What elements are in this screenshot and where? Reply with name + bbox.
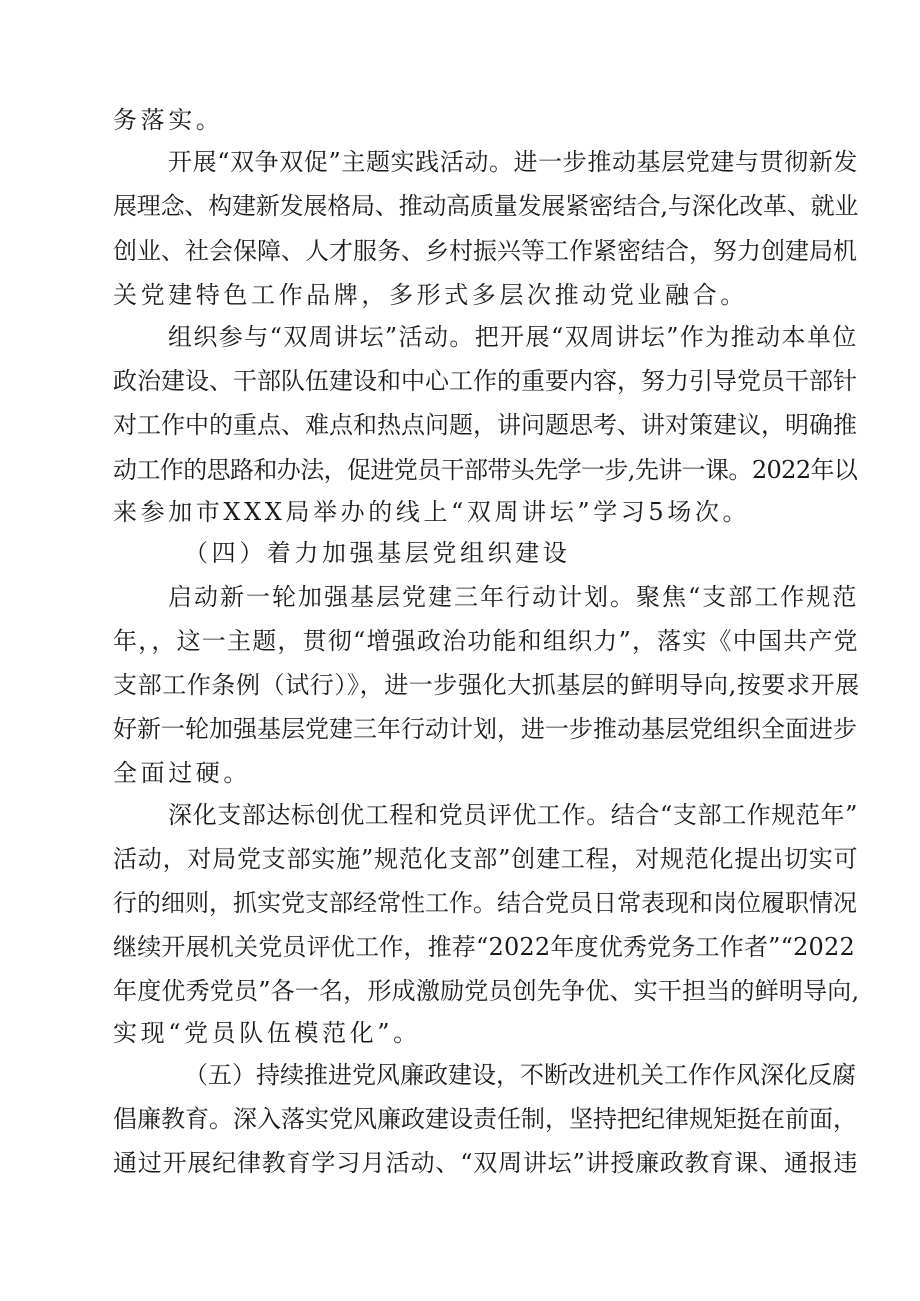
text-line: 倡廉教育。深入落实党风廉政建设责任制，坚持把纪律规矩挺在前面， [113,1105,857,1133]
section-heading: （五）持续推进党风廉政建设，不断改进机关工作作风深化反腐 [184,1061,856,1089]
text-line: 活动，对局党支部实施”规范化支部”创建工程，对规范化提出切实可 [113,845,859,873]
section-heading: （四）着力加强基层党组织建设 [184,539,571,567]
text-line: 年度优秀党员”各一名，形成激励党员创先争优、实干担当的鲜明导向, [113,977,860,1005]
text-line: 政治建设、干部队伍建设和中心工作的重要内容，努力引导党员干部针 [113,367,857,395]
text-line: 对工作中的重点、难点和热点问题，讲问题思考、讲对策建议，明确推 [113,411,857,439]
text-line: 来参加市XXX局举办的线上“双周讲坛”学习5场次。 [113,498,751,526]
text-line: 展理念、构建新发展格局、推动高质量发展紧密结合,与深化改革、就业 [113,192,859,220]
text-line: 开展“双争双促”主题实践活动。进一步推动基层党建与贯彻新发 [168,148,858,176]
text-line: 实现“党员队伍模范化”。 [113,1019,421,1047]
text-line: 全面过硬。 [113,759,251,787]
text-line: 启动新一轮加强基层党建三年行动计划。聚焦“支部工作规范 [168,583,859,611]
text-line: 务落实。 [113,106,224,134]
text-line: 关党建特色工作品牌，多形式多层次推动党业融合。 [113,281,748,309]
text-line: 深化支部达标创优工程和党员评优工作。结合“支部工作规范年” [168,801,858,829]
text-line: 动工作的思路和办法，促进党员干部带头先学一步,先讲一课。2022年以 [113,456,858,484]
text-line: 创业、社会保障、人才服务、乡村振兴等工作紧密结合，努力创建局机 [113,237,857,265]
text-line: 通过开展纪律教育学习月活动、“双周讲坛”讲授廉政教育课、通报违 [113,1149,859,1177]
text-line: 支部工作条例（试行）》，进一步强化大抓基层的鲜明导向,按要求开展 [113,671,860,699]
text-line: 年，，这一主题，贯彻“增强政治功能和组织力”，落实《中国共产党 [113,627,859,655]
text-line: 继续开展机关党员评优工作，推荐“2022年度优秀党务工作者”“2022 [113,933,855,961]
text-line: 行的细则，抓实党支部经常性工作。结合党员日常表现和岗位履职情况 [113,889,857,917]
text-line: 好新一轮加强基层党建三年行动计划，进一步推动基层党组织全面进步 [113,715,857,743]
text-line: 组织参与“双周讲坛”活动。把开展“双周讲坛”作为推动本单位 [168,323,858,351]
